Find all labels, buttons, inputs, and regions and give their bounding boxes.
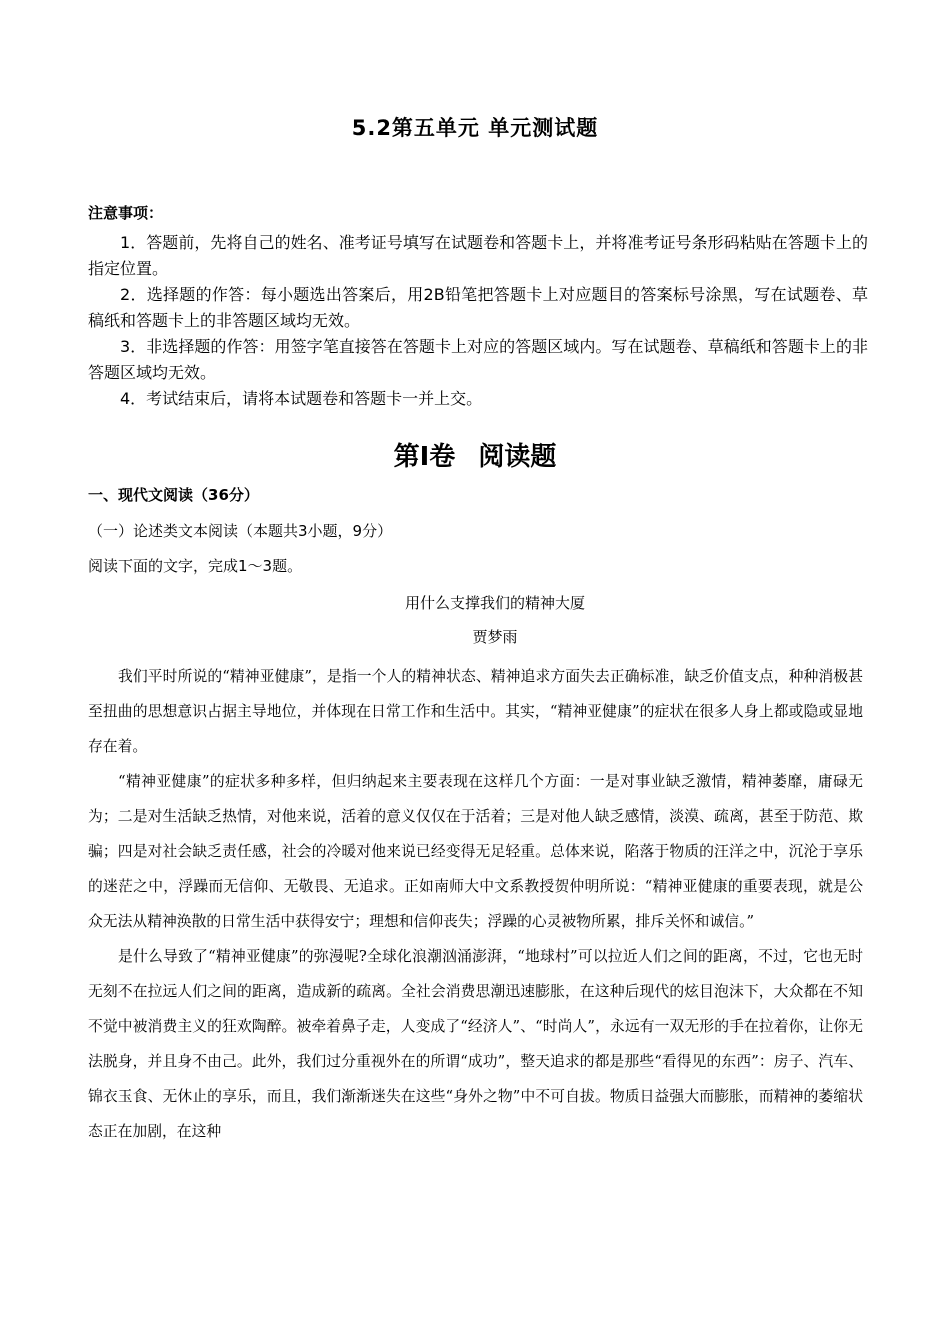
notice-item: 1．答题前，先将自己的姓名、准考证号填写在试题卷和答题卡上，并将准考证号条形码粘贴在答题卡上的指定位置。: [88, 233, 868, 278]
subsection-heading: （一）论述类文本阅读（本题共3小题，9分）: [88, 522, 393, 540]
essay-paragraph: “精神亚健康”的症状多种多样，但归纳起来主要表现在这样几个方面：一是对事业缺乏激情，精神萎靡，庸碌无为；二是对生活缺乏热情，对他来说，活着的意义仅仅在于活着；三是对他人缺乏感情，淡漠、疏离，甚至于防范、欺骗；四是对社会缺乏责任感，社会的冷暖对他来说已经变得无足轻重。总体来说，陷落于物质的汪洋之中，沉沦于享乐的迷茫之中，浮躁而无信仰、无敬畏、无追求。正如南师大中文系教授贺仲明所说：“精神亚健康的重要表现，就是公众无法从精神涣散的日常生活中获得安宁；理想和信仰丧失；浮躁的心灵被物所累，排斥关怀和诚信。”: [88, 773, 863, 930]
section-heading: 一、现代文阅读（36分）: [88, 486, 259, 504]
part-title: 第Ⅰ卷 阅读题: [393, 442, 557, 472]
reading-instruction: 阅读下面的文字，完成1～3题。: [88, 557, 303, 575]
notice-list: [88, 230, 868, 412]
essay-body: [88, 659, 863, 1149]
essay-author: 贾梦雨: [472, 628, 518, 646]
notice-item: 2．选择题的作答：每小题选出答案后，用2B铅笔把答题卡上对应题目的答案标号涂黑，写在试题卷、草稿纸和答题卡上的非答题区域均无效。: [88, 285, 868, 330]
notice-heading: 注意事项：: [88, 204, 164, 222]
notice-item: 3．非选择题的作答：用签字笔直接答在答题卡上对应的答题区域内。写在试题卷、草稿纸和答题卡上的非答题区域均无效。: [88, 337, 868, 382]
essay-title: 用什么支撑我们的精神大厦: [404, 594, 585, 612]
document-title: 5.2第五单元 单元测试题: [351, 116, 599, 140]
essay-paragraph: 是什么导致了“精神亚健康”的弥漫呢?全球化浪潮汹涌澎湃，“地球村”可以拉近人们之间的距离，不过，它也无时无刻不在拉远人们之间的距离，造成新的疏离。全社会消费思潮迅速膨胀，在这种后现代的炫目泡沫下，大众都在不知不觉中被消费主义的狂欢陶醉。被牵着鼻子走，人变成了“经济人”、“时尚人”，永远有一双无形的手在拉着你，让你无法脱身，并且身不由己。此外，我们过分重视外在的所谓“成功”，整天追求的都是那些“看得见的东西”：房子、汽车、锦衣玉食、无休止的享乐，而且，我们渐渐迷失在这些“身外之物”中不可自拔。物质日益强大而膨胀，而精神的萎缩状态正在加剧，在这种: [88, 948, 863, 1140]
notice-item: 4．考试结束后，请将本试题卷和答题卡一并上交。: [120, 389, 483, 408]
essay-paragraph: 我们平时所说的“精神亚健康”，是指一个人的精神状态、精神追求方面失去正确标准，缺乏价值支点，种种消极甚至扭曲的思想意识占据主导地位，并体现在日常工作和生活中。其实，“精神亚健康”的症状在很多人身上都或隐或显地存在着。: [88, 668, 863, 755]
